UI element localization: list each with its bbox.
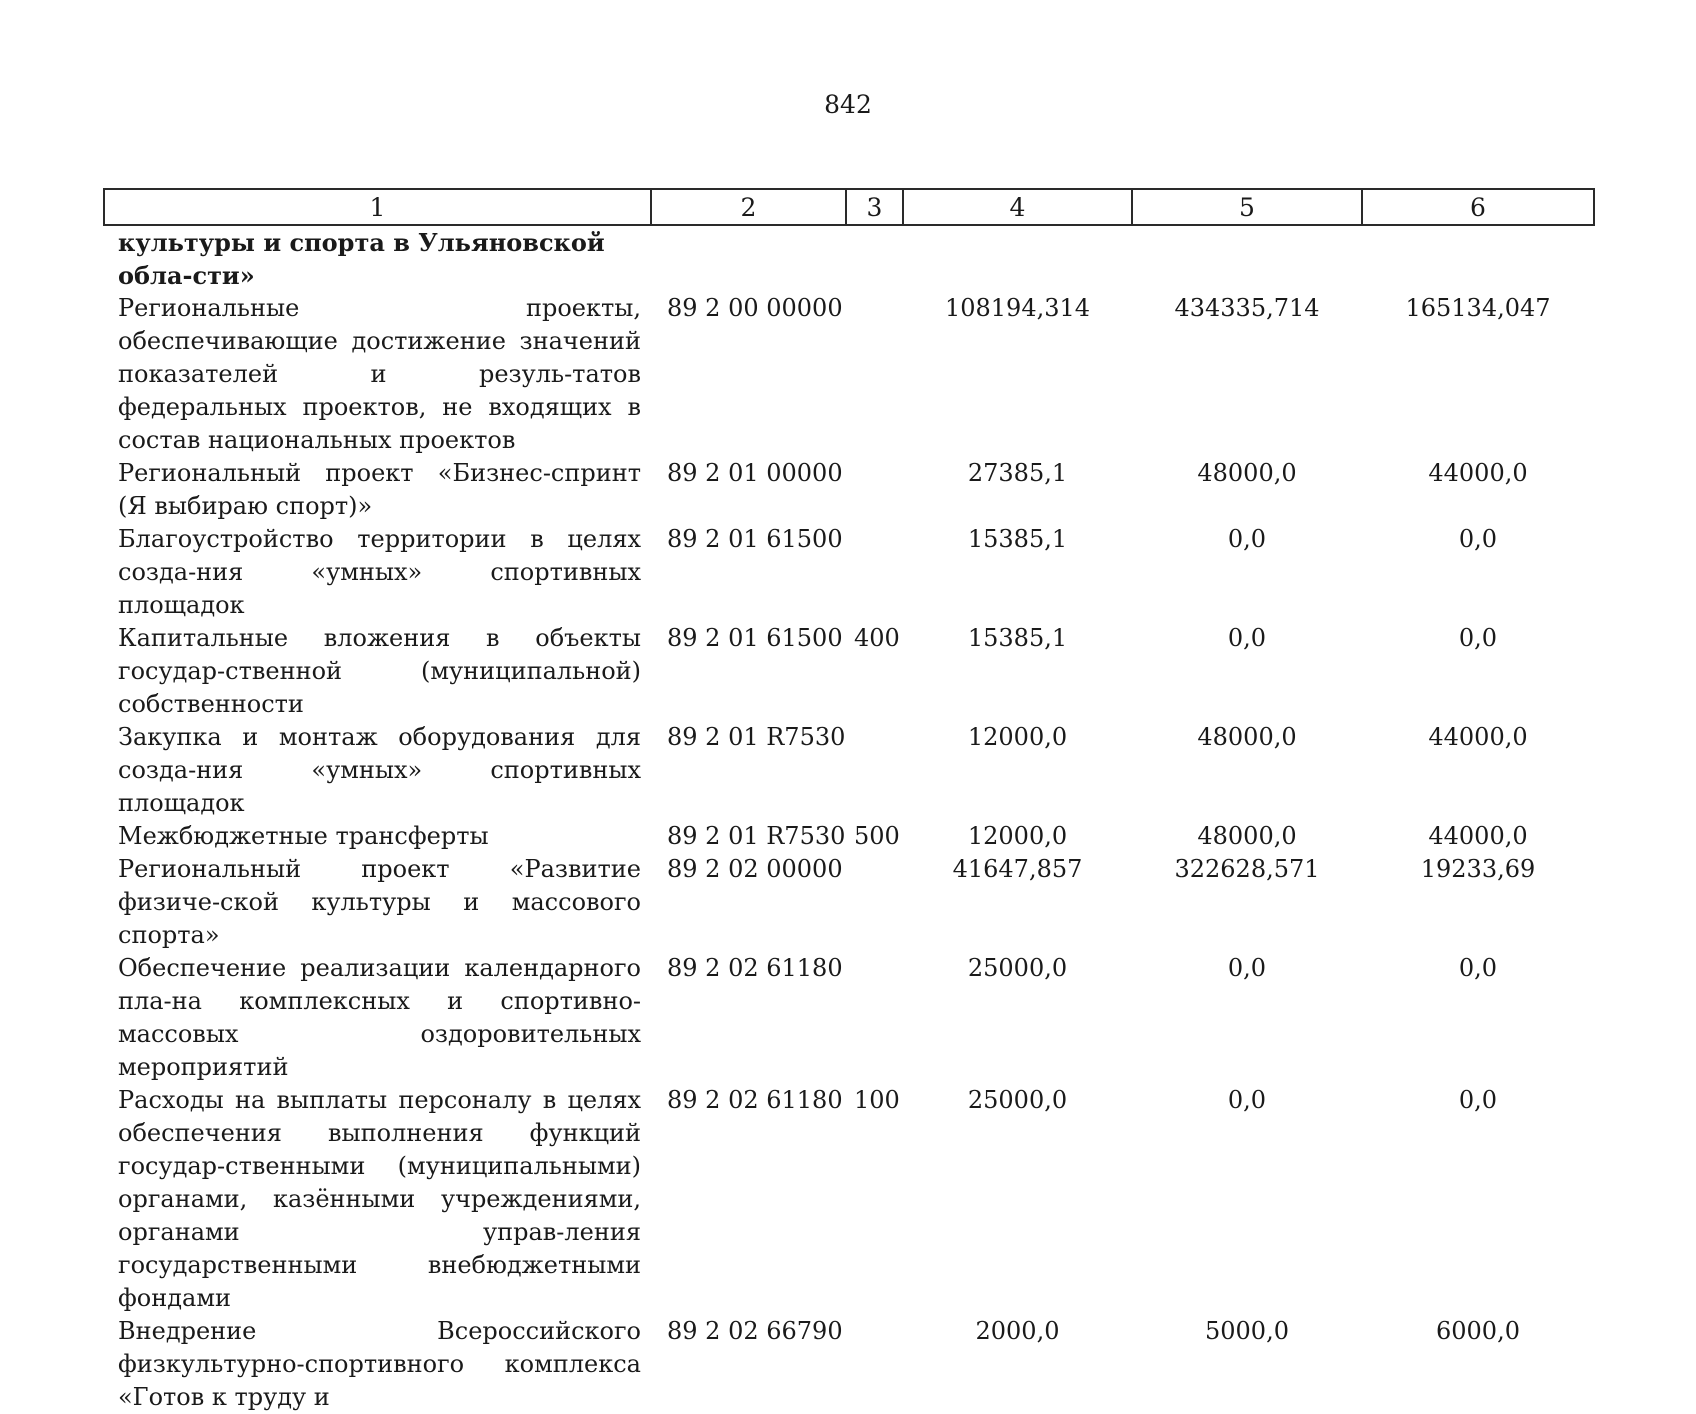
row-code: 89 2 01 R7530	[667, 822, 846, 850]
row-name: Закупка и монтаж оборудования для созда-ния «умных» спортивных площадок	[118, 723, 641, 817]
row-code: 89 2 02 61180	[667, 954, 843, 982]
row-value-col5: 322628,571	[1174, 855, 1320, 883]
row-name: Расходы на выплаты персоналу в целях обеспечения выполнения функций государ-ственными (муниципальными) органами, казёнными учреждениями, органами управ-ления государственными внебюджетными фондами	[118, 1086, 641, 1312]
row-value-col4: 2000,0	[975, 1317, 1060, 1345]
row-value-col4	[903, 225, 1132, 292]
row-expense-type	[846, 853, 903, 952]
row-name: Региональный проект «Бизнес-спринт (Я выбираю спорт)»	[118, 459, 641, 520]
row-code: 89 2 02 00000	[667, 855, 843, 883]
budget-table	[103, 188, 1595, 1414]
row-value-col6: 19233,69	[1420, 855, 1536, 883]
column-header-1: 1	[104, 189, 651, 225]
row-value-col4: 25000,0	[967, 954, 1068, 982]
table-row	[104, 820, 1594, 853]
row-code: 89 2 01 61500	[667, 525, 843, 553]
row-expense-type: 400	[854, 624, 900, 652]
row-value-col5: 5000,0	[1205, 1317, 1289, 1345]
row-code: 89 2 01 R7530	[667, 723, 846, 751]
table-row	[104, 952, 1594, 1084]
table-row	[104, 457, 1594, 523]
row-value-col4: 12000,0	[967, 723, 1068, 751]
row-code: 89 2 02 61180	[667, 1086, 843, 1114]
row-value-col6: 44000,0	[1428, 459, 1528, 487]
row-name: Региональные проекты, обеспечивающие достижение значений показателей и резуль-татов федеральных проектов, не входящих в состав национальных проектов	[118, 294, 641, 454]
row-value-col6: 44000,0	[1428, 723, 1528, 751]
column-header-4: 4	[903, 189, 1132, 225]
table-body	[104, 225, 1594, 1414]
column-header-6: 6	[1362, 189, 1594, 225]
row-value-col6: 0,0	[1458, 525, 1498, 553]
row-expense-type	[846, 523, 903, 622]
row-code: 89 2 01 61500	[667, 624, 843, 652]
row-expense-type	[846, 225, 903, 292]
row-expense-type: 100	[854, 1086, 900, 1114]
table-header-row	[104, 189, 1594, 225]
row-value-col5: 434335,714	[1174, 294, 1320, 322]
table-row	[104, 523, 1594, 622]
row-expense-type	[846, 292, 903, 457]
row-value-col6: 0,0	[1458, 624, 1498, 652]
row-value-col6: 0,0	[1458, 954, 1498, 982]
row-name: Региональный проект «Развитие физиче-ской культуры и массового спорта»	[118, 855, 641, 949]
row-expense-type: 500	[854, 822, 900, 850]
row-value-col4: 108194,314	[944, 294, 1091, 322]
row-expense-type	[846, 457, 903, 523]
row-value-col6: 165134,047	[1405, 294, 1551, 322]
row-value-col5: 0,0	[1227, 954, 1267, 982]
row-value-col6: 44000,0	[1428, 822, 1528, 850]
row-value-col5: 0,0	[1227, 525, 1267, 553]
row-value-col5: 0,0	[1227, 1086, 1267, 1114]
row-code: 89 2 00 00000	[667, 294, 843, 322]
row-value-col5: 48000,0	[1197, 822, 1297, 850]
row-name: Благоустройство территории в целях созда-ния «умных» спортивных площадок	[118, 525, 641, 619]
row-value-col5	[1132, 225, 1362, 292]
column-header-5: 5	[1132, 189, 1362, 225]
row-code	[651, 225, 846, 292]
row-value-col5: 0,0	[1227, 624, 1267, 652]
row-value-col5: 48000,0	[1197, 459, 1297, 487]
row-value-col6: 0,0	[1458, 1086, 1498, 1114]
row-value-col4: 15385,1	[967, 525, 1068, 553]
row-value-col4: 27385,1	[967, 459, 1068, 487]
row-value-col5: 48000,0	[1197, 723, 1297, 751]
row-code: 89 2 02 66790	[667, 1317, 843, 1345]
table-row	[104, 622, 1594, 721]
page-number: 842	[824, 90, 872, 119]
row-value-col4: 15385,1	[967, 624, 1068, 652]
row-value-col4: 41647,857	[952, 855, 1083, 883]
table-row	[104, 225, 1594, 292]
row-value-col4: 25000,0	[967, 1086, 1068, 1114]
row-value-col4: 12000,0	[967, 822, 1068, 850]
row-name: Капитальные вложения в объекты государ-ственной (муниципальной) собственности	[118, 624, 641, 718]
column-header-3: 3	[846, 189, 903, 225]
row-name: Межбюджетные трансферты	[118, 822, 489, 850]
row-name: культуры и спорта в Ульяновской обла-сти»	[118, 228, 605, 290]
row-value-col6	[1362, 225, 1594, 292]
row-expense-type	[846, 1315, 903, 1414]
table-row	[104, 292, 1594, 457]
row-name: Внедрение Всероссийского физкультурно-спортивного комплекса «Готов к труду и	[118, 1317, 641, 1411]
table-row	[104, 721, 1594, 820]
row-code: 89 2 01 00000	[667, 459, 843, 487]
table-row	[104, 1315, 1594, 1414]
column-header-2: 2	[651, 189, 846, 225]
row-expense-type	[846, 952, 903, 1084]
row-expense-type	[846, 721, 903, 820]
row-value-col6: 6000,0	[1436, 1317, 1520, 1345]
table-row	[104, 853, 1594, 952]
row-name: Обеспечение реализации календарного пла-на комплексных и спортивно-массовых оздоровительных мероприятий	[118, 954, 641, 1081]
